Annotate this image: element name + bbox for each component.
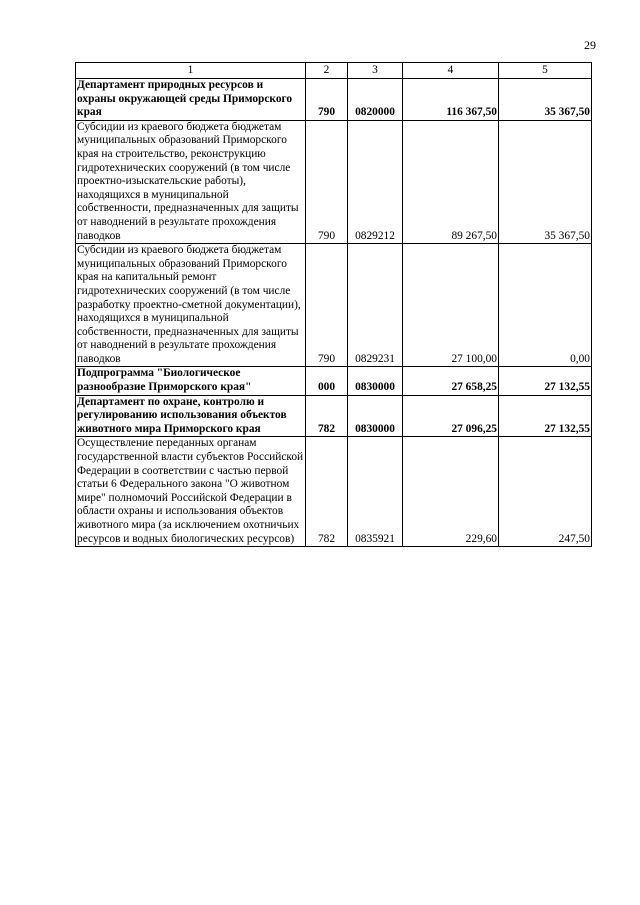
table-header-row (76, 63, 592, 79)
table-row (76, 395, 592, 437)
row-amount-year2-cell: 35 367,50 (499, 120, 592, 243)
table-row (76, 244, 592, 367)
row-target-code-cell: 0829231 (348, 244, 403, 367)
row-code-cell: 790 (306, 79, 348, 121)
row-amount-year2-cell: 35 367,50 (499, 79, 592, 121)
column-header-3: 3 (348, 63, 403, 79)
row-name-cell: Подпрограмма "Биологическое разнообразие Приморского края" (76, 367, 306, 395)
column-header-4: 4 (403, 63, 499, 79)
row-amount-year2-cell: 27 132,55 (499, 395, 592, 437)
row-code-cell: 790 (306, 244, 348, 367)
row-code-cell: 782 (306, 395, 348, 437)
row-code-cell: 790 (306, 120, 348, 243)
row-name-cell: Департамент природных ресурсов и охраны окружающей среды Приморского края (76, 79, 306, 121)
row-amount-year1-cell: 27 096,25 (403, 395, 499, 437)
table-row (76, 437, 592, 547)
row-amount-year1-cell: 229,60 (403, 437, 499, 547)
row-target-code-cell: 0835921 (348, 437, 403, 547)
row-amount-year2-cell: 27 132,55 (499, 367, 592, 395)
row-amount-year1-cell: 27 100,00 (403, 244, 499, 367)
table-row (76, 79, 592, 121)
row-amount-year1-cell: 89 267,50 (403, 120, 499, 243)
row-amount-year1-cell: 27 658,25 (403, 367, 499, 395)
row-code-cell: 000 (306, 367, 348, 395)
row-target-code-cell: 0829212 (348, 120, 403, 243)
row-name-cell: Осуществление переданных органам государственной власти субъектов Российской Федерации в соответствии с частью первой статьи 6 Федерального закона "О животном мире" полномочий Российской Федерации в области охраны и использования объектов животного мира (за исключением охотничьих ресурсов и водных биологических ресурсов) (76, 437, 306, 547)
row-amount-year1-cell: 116 367,50 (403, 79, 499, 121)
row-amount-year2-cell: 0,00 (499, 244, 592, 367)
table-row (76, 120, 592, 243)
column-header-5: 5 (499, 63, 592, 79)
row-target-code-cell: 0820000 (348, 79, 403, 121)
row-code-cell: 782 (306, 437, 348, 547)
row-name-cell: Департамент по охране, контролю и регулированию использования объектов животного мира Приморского края (76, 395, 306, 437)
column-header-2: 2 (306, 63, 348, 79)
row-name-cell: Субсидии из краевого бюджета бюджетам муниципальных образований Приморского края на капитальный ремонт гидротехнических сооружений (в том числе разработку проектно-сметной документации), находящихся в муниципальной собственности, предназначенных для защиты от наводнений в результате прохождения паводков (76, 244, 306, 367)
row-amount-year2-cell: 247,50 (499, 437, 592, 547)
row-target-code-cell: 0830000 (348, 367, 403, 395)
table-row (76, 367, 592, 395)
budget-table (75, 62, 592, 547)
row-target-code-cell: 0830000 (348, 395, 403, 437)
column-header-1: 1 (76, 63, 306, 79)
row-name-cell: Субсидии из краевого бюджета бюджетам муниципальных образований Приморского края на строительство, реконструкцию гидротехнических сооружений (в том числе проектно-изыскательские работы), находящихся в муниципальной собственности, предназначенных для защиты от наводнений в результате прохождения паводков (76, 120, 306, 243)
page-number: 29 (584, 38, 596, 52)
